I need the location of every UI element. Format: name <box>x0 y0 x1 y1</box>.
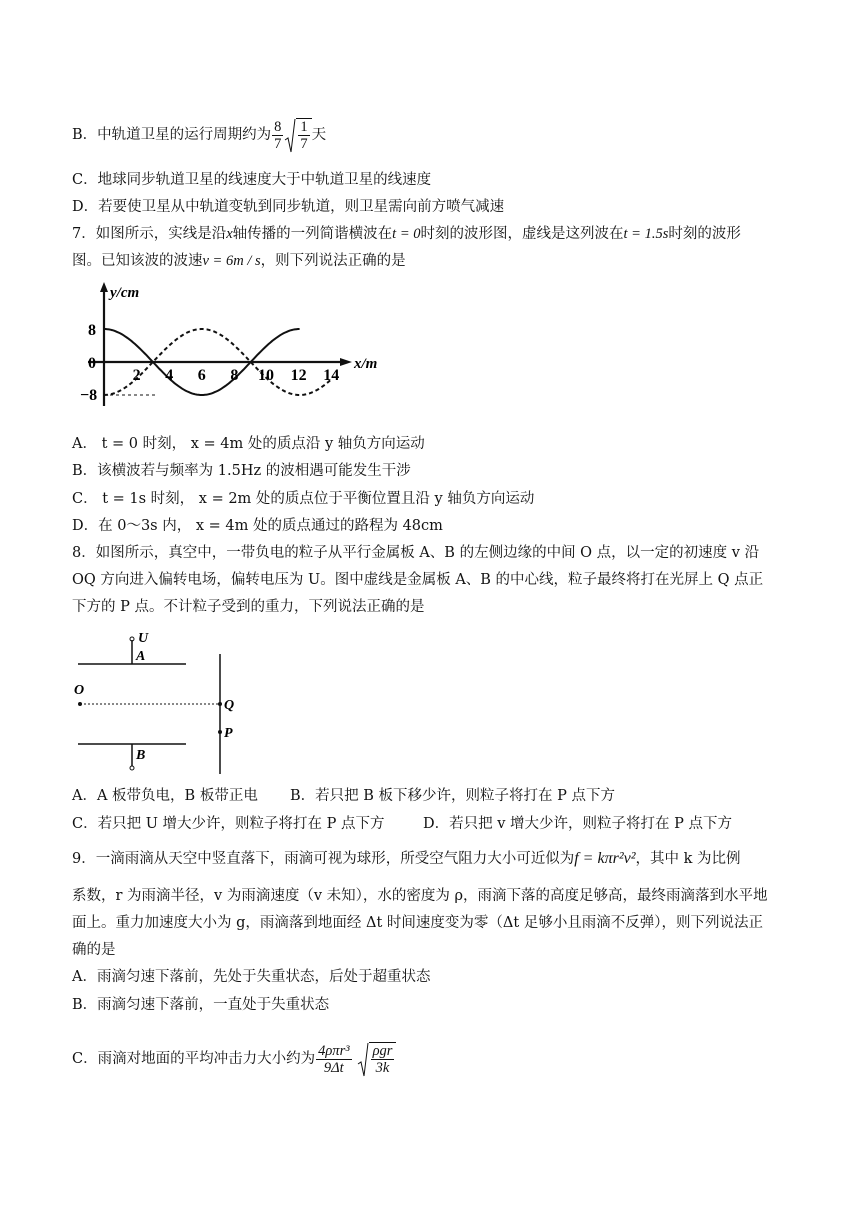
q7-option-b: B．该横波若与频率为 1.5Hz 的波相遇可能发生干涉 <box>72 463 411 479</box>
q7-text: 图。已知该波的波速 <box>72 253 203 269</box>
radical-sign-icon <box>284 118 296 154</box>
x-tick-label: 4 <box>165 367 174 384</box>
q8-stem-line1: 8．如图所示，真空中，一带负电的粒子从平行金属板 A、B 的左侧边缘的中间 O 点，以一定的初速度 v 沿 <box>72 545 760 561</box>
q8-stem-line2: OQ 方向进入偏转电场，偏转电压为 U。图中虚线是金属板 A、B 的中心线，粒子最终将打在光屏上 Q 点正 <box>72 572 764 588</box>
y-axis-label: y/cm <box>110 285 140 301</box>
point-p-icon <box>218 730 222 734</box>
q9-stem-line3: 面上。重力加速度大小为 g，雨滴落到地面经 Δt 时间速度变为零（Δt 足够小且雨滴不反弹），则下列说法正 <box>72 915 764 931</box>
sqrt-denominator: 3k <box>375 1060 390 1076</box>
q7-text: 时刻的波形 <box>668 226 741 242</box>
label-b: B <box>136 748 146 763</box>
sqrt-numerator: ρgr <box>372 1043 393 1059</box>
y-tick-label: −8 <box>80 387 98 404</box>
q8-stem-line3: 下方的 P 点。不计粒子受到的重力，下列说法正确的是 <box>72 599 425 615</box>
q7-time-1: t = 1.5s <box>623 226 669 242</box>
sqrt-numerator: 1 <box>300 119 308 135</box>
q8-option-c: C．若只把 U 增大少许，则粒子将打在 P 点下方 <box>72 816 385 832</box>
q9-option-c-fraction <box>316 1043 351 1076</box>
q8-option-a: A．A 板带负电，B 板带正电 <box>72 788 258 804</box>
y-tick-label: 0 <box>88 355 96 372</box>
label-o: O <box>74 683 85 698</box>
q9-option-b: B．雨滴匀速下落前，一直处于失重状态 <box>72 997 330 1013</box>
q7-text: 7．如图所示，实线是沿 <box>72 226 227 242</box>
x-tick-label: 14 <box>323 367 340 384</box>
q9-drag-formula: f = kπr²v² <box>574 850 636 867</box>
q6-option-b <box>72 118 326 152</box>
q9-stem-line1 <box>72 849 741 869</box>
x-tick-label: 8 <box>230 367 239 384</box>
y-axis-arrow-icon <box>100 282 108 292</box>
label-a: A <box>136 649 146 664</box>
q7-option-a: A． t = 0 时刻， x = 4m 处的质点沿 y 轴负方向运动 <box>72 436 425 452</box>
q9-option-c-sqrt <box>357 1042 397 1076</box>
q7-text: 轴传播的一列简谐横波在 <box>232 226 393 242</box>
x-tick-label: 10 <box>258 367 274 384</box>
q6-option-b-sqrt <box>284 118 311 152</box>
q9-stem-line2: 系数，r 为雨滴半径，v 为雨滴速度（v 未知），水的密度为 ρ，雨滴下落的高度足够高，最终雨滴落到水平地 <box>72 888 768 904</box>
label-p: P <box>224 726 233 741</box>
q8-option-b: B．若只把 B 板下移少许，则粒子将打在 P 点下方 <box>290 788 616 804</box>
q9-option-c <box>72 1042 396 1076</box>
q9-text: 9．一滴雨滴从天空中竖直落下，雨滴可视为球形，所受空气阻力大小可近似为 <box>72 851 575 867</box>
q7-time-0: t = 0 <box>392 226 421 242</box>
q9-stem-line4: 确的是 <box>72 942 116 958</box>
q7-text: 时刻的波形图，虚线是这列波在 <box>420 226 624 242</box>
q9-option-c-text: C．雨滴对地面的平均冲击力大小约为 <box>72 1051 316 1067</box>
radical-sign-icon <box>357 1042 369 1078</box>
fraction-numerator: 8 <box>274 118 282 135</box>
q7-option-d: D．在 0～3s 内， x = 4m 处的质点通过的路程为 48cm <box>72 518 443 534</box>
point-q-icon <box>218 702 222 706</box>
x-tick-labels <box>133 367 340 384</box>
point-o-icon <box>78 702 82 706</box>
y-tick-label: 8 <box>88 322 96 339</box>
q7-option-c: C． t = 1s 时刻， x = 2m 处的质点位于平衡位置且沿 y 轴负方向运动 <box>72 491 535 507</box>
q6-option-d: D．若要使卫星从中轨道变轨到同步轨道，则卫星需向前方喷气减速 <box>72 199 505 215</box>
q7-var-x: x <box>226 226 233 242</box>
q7-stem-line2 <box>72 251 406 271</box>
q6-option-b-text: B．中轨道卫星的运行周期约为 <box>72 127 272 143</box>
fraction-denominator: 7 <box>274 135 282 152</box>
q8-option-d: D．若只把 v 增大少许，则粒子将打在 P 点下方 <box>423 816 733 832</box>
label-q: Q <box>224 698 235 713</box>
x-tick-label: 12 <box>290 367 307 384</box>
x-tick-label: 2 <box>132 367 141 384</box>
q7-wave-speed: v = 6m / s <box>202 253 261 269</box>
fraction-denominator: 9Δt <box>323 1059 344 1076</box>
q8-deflection-figure <box>70 626 260 776</box>
q9-option-a: A．雨滴匀速下落前，先处于失重状态，后处于超重状态 <box>72 969 431 985</box>
sqrt-denominator: 7 <box>300 136 308 152</box>
terminal-b-icon <box>130 766 134 770</box>
x-axis-label: x/m <box>354 356 378 372</box>
q6-option-b-fraction <box>272 119 283 152</box>
x-tick-label: 6 <box>197 367 206 384</box>
q6-option-b-unit: 天 <box>311 127 327 143</box>
q6-option-c: C．地球同步轨道卫星的线速度大于中轨道卫星的线速度 <box>72 172 432 188</box>
q7-text: ，则下列说法正确的是 <box>260 253 406 269</box>
x-axis-arrow-icon <box>340 358 352 366</box>
fraction-numerator: 4ρπr³ <box>318 1042 350 1059</box>
q7-stem-line1 <box>72 224 741 244</box>
q9-text: ，其中 k 为比例 <box>635 851 741 867</box>
q7-wave-figure <box>78 282 398 412</box>
label-u: U <box>138 631 149 646</box>
